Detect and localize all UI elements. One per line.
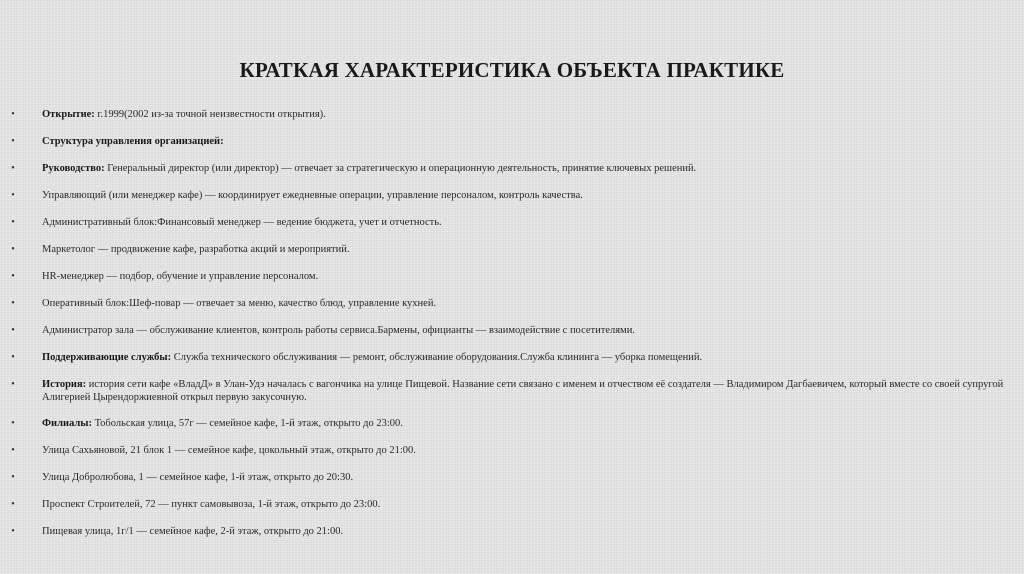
item-text: Проспект Строителей, 72 — пункт самовывоза, 1-й этаж, открыто до 23:00. [42, 499, 381, 510]
bullet-icon: • [11, 526, 15, 537]
item-label: Открытие: [42, 109, 95, 120]
item-text: Улица Добролюбова, 1 — семейное кафе, 1-й этаж, открыто до 20:30. [42, 472, 354, 483]
list-item [8, 189, 1018, 202]
bullet-icon: • [11, 163, 15, 174]
bullet-icon: • [11, 271, 15, 282]
list-item [8, 471, 1018, 484]
item-label: Филиалы: [42, 418, 92, 429]
list-item [8, 135, 1018, 148]
slide-title: КРАТКАЯ ХАРАКТЕРИСТИКА ОБЪЕКТА ПРАКТИКЕ [239, 58, 785, 82]
item-text: Пищевая улица, 1г/1 — семейное кафе, 2-й этаж, открыто до 21:00. [42, 526, 344, 537]
list-item [8, 525, 1018, 538]
list-item [8, 108, 1018, 121]
item-label: Структура управления организацией: [42, 136, 224, 147]
bullet-icon: • [11, 499, 15, 510]
item-text: HR-менеджер — подбор, обучение и управление персоналом. [42, 271, 319, 282]
bullet-icon: • [11, 217, 15, 228]
item-label: Руководство: [42, 163, 105, 174]
bullet-icon: • [11, 298, 15, 309]
item-text: Административный блок:Финансовый менеджер — ведение бюджета, учет и отчетность. [42, 217, 442, 228]
list-item [8, 216, 1018, 229]
item-text: Генеральный директор (или директор) — отвечает за стратегическую и операционную деятельность, принятие ключевых решений. [104, 163, 697, 174]
bullet-icon: • [11, 244, 15, 255]
list-item [8, 297, 1018, 310]
bullet-icon: • [11, 325, 15, 336]
item-text: Служба технического обслуживания — ремонт, обслуживание оборудования.Служба клининга — уборка помещений. [171, 352, 703, 363]
bullet-icon: • [11, 418, 15, 429]
bullet-icon: • [11, 136, 15, 147]
item-text: Маркетолог — продвижение кафе, разработка акций и мероприятий. [42, 244, 350, 255]
list-item [8, 270, 1018, 283]
item-text: Тобольская улица, 57г — семейное кафе, 1-й этаж, открыто до 23:00. [91, 418, 403, 429]
list-item [8, 351, 1018, 364]
bullet-icon: • [11, 190, 15, 201]
list-item [8, 324, 1018, 337]
bullet-icon: • [11, 352, 15, 363]
list-item [8, 243, 1018, 256]
bullet-icon: • [11, 109, 15, 120]
bullet-icon: • [11, 472, 15, 483]
item-text: Оперативный блок:Шеф-повар — отвечает за меню, качество блюд, управление кухней. [42, 298, 437, 309]
bullet-icon: • [11, 445, 15, 456]
bullet-list [8, 108, 1018, 552]
list-item [8, 417, 1018, 430]
bullet-icon: • [11, 379, 15, 390]
list-item [8, 444, 1018, 457]
item-text: г.1999(2002 из-за точной неизвестности открытия). [94, 109, 326, 120]
item-label: Поддерживающие службы: [42, 352, 172, 363]
item-text: Администратор зала — обслуживание клиентов, контроль работы сервиса.Бармены, официанты — взаимодействие с посетителями. [42, 325, 635, 336]
item-label: История: [42, 379, 87, 390]
item-text: история сети кафе «ВладД» в Улан-Удэ началась с вагончика на улице Пищевой. Название сети связано с именем и отчеством её создателя — Владимиром Дагбаевичем, который вместе со своей супругой Алигерией Цырендоржиевной открыл первую закусочную. [42, 379, 1004, 403]
item-text: Улица Сахьяновой, 21 блок 1 — семейное кафе, цокольный этаж, открыто до 21:00. [42, 445, 416, 456]
list-item [8, 162, 1018, 175]
item-text: Управляющий (или менеджер кафе) — координирует ежедневные операции, управление персоналом, контроль качества. [42, 190, 583, 201]
list-item [8, 498, 1018, 511]
list-item [8, 378, 1018, 404]
